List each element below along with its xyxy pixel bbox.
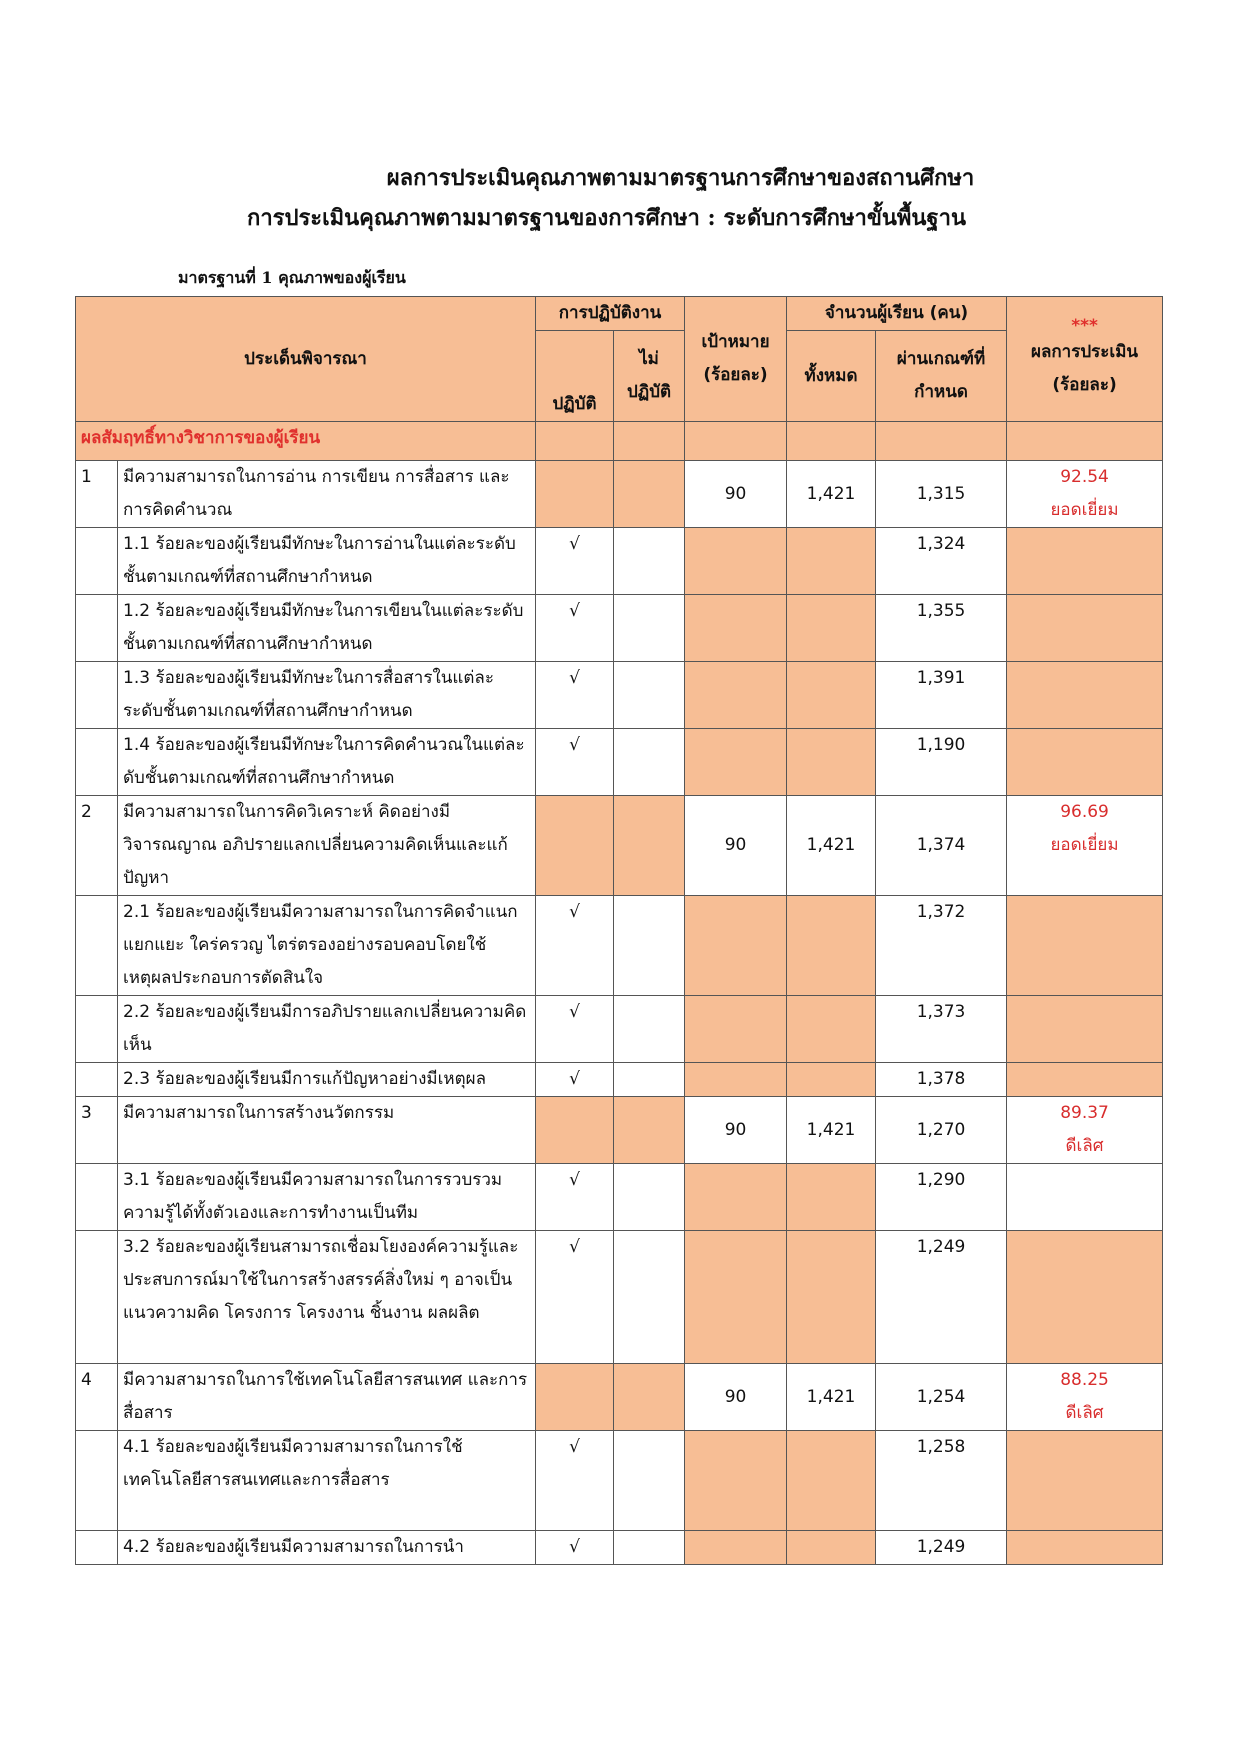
practice-check: √: [536, 1531, 614, 1565]
header-total: ทั้งหมด: [787, 331, 876, 422]
row-number: [76, 1531, 118, 1565]
not-practice-cell: [614, 1364, 685, 1431]
result-cell: [1007, 1364, 1163, 1431]
target-cell: [685, 662, 787, 729]
row-text: 4.1 ร้อยละของผู้เรียนมีความสามารถในการใช้เทคโนโลยีสารสนเทศและการสื่อสาร: [118, 1431, 536, 1531]
total-cell: [787, 1063, 876, 1097]
sub-indicator-row: [76, 662, 1163, 729]
practice-check: √: [536, 662, 614, 729]
total-cell: [787, 662, 876, 729]
sub-indicator-row: [76, 528, 1163, 595]
total-cell: 1,421: [787, 796, 876, 896]
practice-check: √: [536, 595, 614, 662]
result-cell: [1007, 896, 1163, 996]
section-title: ผลสัมฤทธิ์ทางวิชาการของผู้เรียน: [76, 422, 536, 461]
total-cell: 1,421: [787, 1364, 876, 1431]
result-cell: [1007, 729, 1163, 796]
row-number: [76, 528, 118, 595]
document-title-line2: การประเมินคุณภาพตามมาตรฐานของการศึกษา : ระดับการศึกษาขั้นพื้นฐาน: [247, 205, 966, 231]
sub-indicator-row: [76, 1531, 1163, 1565]
target-cell: 90: [685, 796, 787, 896]
sub-indicator-row: [76, 1063, 1163, 1097]
practice-check: √: [536, 1431, 614, 1531]
total-cell: [787, 729, 876, 796]
target-cell: [685, 1164, 787, 1231]
header-passed: ผ่านเกณฑ์ที่กำหนด: [876, 331, 1007, 422]
passed-cell: 1,249: [876, 1531, 1007, 1565]
practice-check: √: [536, 1231, 614, 1364]
sub-indicator-row: [76, 595, 1163, 662]
not-practice-cell: [614, 1063, 685, 1097]
row-text: 3.2 ร้อยละของผู้เรียนสามารถเชื่อมโยงองค์ความรู้และประสบการณ์มาใช้ในการสร้างสรรค์สิ่งใหม่ ๆ อาจเป็นแนวความคิด โครงการ โครงงาน ชิ้นงาน ผลผลิต: [118, 1231, 536, 1364]
result-score: 92.54: [1060, 467, 1109, 487]
main-indicator-row: [76, 1364, 1163, 1431]
not-practice-cell: [614, 1531, 685, 1565]
document-title-line1: ผลการประเมินคุณภาพตามมาตรฐานการศึกษาของสถานศึกษา: [386, 165, 975, 191]
row-number: [76, 896, 118, 996]
passed-cell: 1,315: [876, 461, 1007, 528]
row-number: 2: [76, 796, 118, 896]
header-criteria: ประเด็นพิจารณา: [76, 297, 536, 422]
result-level: ดีเลิศ: [1065, 1136, 1104, 1156]
section-row: [76, 422, 1163, 461]
passed-cell: 1,355: [876, 595, 1007, 662]
row-text: 2.1 ร้อยละของผู้เรียนมีความสามารถในการคิดจำแนกแยกแยะ ใคร่ครวญ ไตร่ตรองอย่างรอบคอบโดยใช้เหตุผลประกอบการตัดสินใจ: [118, 896, 536, 996]
practice-check: √: [536, 1063, 614, 1097]
row-number: [76, 1231, 118, 1364]
header-practice-group: การปฏิบัติงาน: [536, 297, 685, 331]
row-text: 1.2 ร้อยละของผู้เรียนมีทักษะในการเขียนในแต่ละระดับชั้นตามเกณฑ์ที่สถานศึกษากำหนด: [118, 595, 536, 662]
main-indicator-row: [76, 461, 1163, 528]
not-practice-cell: [614, 662, 685, 729]
practice-check: √: [536, 996, 614, 1063]
passed-cell: 1,190: [876, 729, 1007, 796]
row-text: 4.2 ร้อยละของผู้เรียนมีความสามารถในการนำ: [118, 1531, 536, 1565]
result-cell: [1007, 1431, 1163, 1531]
result-cell: [1007, 1231, 1163, 1364]
standard-subtitle: มาตรฐานที่ 1 คุณภาพของผู้เรียน: [178, 268, 406, 287]
row-number: [76, 1164, 118, 1231]
result-cell: [1007, 1063, 1163, 1097]
sub-indicator-row: [76, 1231, 1163, 1364]
row-text: 1.4 ร้อยละของผู้เรียนมีทักษะในการคิดคำนวณในแต่ละดับชั้นตามเกณฑ์ที่สถานศึกษากำหนด: [118, 729, 536, 796]
practice-cell: [536, 796, 614, 896]
row-number: 3: [76, 1097, 118, 1164]
result-cell: [1007, 595, 1163, 662]
header-result: [1007, 297, 1163, 422]
target-cell: [685, 1063, 787, 1097]
row-text: มีความสามารถในการสร้างนวัตกรรม: [118, 1097, 536, 1164]
target-cell: [685, 1531, 787, 1565]
passed-cell: 1,249: [876, 1231, 1007, 1364]
target-cell: [685, 896, 787, 996]
result-cell: [1007, 461, 1163, 528]
row-number: [76, 1063, 118, 1097]
row-text: 3.1 ร้อยละของผู้เรียนมีความสามารถในการรวบรวมความรู้ได้ทั้งตัวเองและการทำงานเป็นทีม: [118, 1164, 536, 1231]
practice-cell: [536, 1097, 614, 1164]
main-indicator-row: [76, 1097, 1163, 1164]
practice-check: √: [536, 528, 614, 595]
passed-cell: 1,373: [876, 996, 1007, 1063]
result-cell: [1007, 1531, 1163, 1565]
practice-check: √: [536, 896, 614, 996]
row-text: มีความสามารถในการอ่าน การเขียน การสื่อสาร และการคิดคำนวณ: [118, 461, 536, 528]
total-cell: [787, 896, 876, 996]
sub-indicator-row: [76, 896, 1163, 996]
header-result-label: ผลการประเมิน (ร้อยละ): [1031, 342, 1139, 395]
row-text: 2.2 ร้อยละของผู้เรียนมีการอภิปรายแลกเปลี่ยนความคิดเห็น: [118, 996, 536, 1063]
practice-check: √: [536, 1164, 614, 1231]
passed-cell: 1,391: [876, 662, 1007, 729]
target-cell: [685, 996, 787, 1063]
result-level: ยอดเยี่ยม: [1050, 500, 1119, 520]
total-cell: [787, 1164, 876, 1231]
result-cell: [1007, 1164, 1163, 1231]
passed-cell: 1,290: [876, 1164, 1007, 1231]
target-cell: [685, 1431, 787, 1531]
not-practice-cell: [614, 595, 685, 662]
header-target: เป้าหมาย (ร้อยละ): [685, 297, 787, 422]
target-cell: [685, 595, 787, 662]
passed-cell: 1,254: [876, 1364, 1007, 1431]
passed-cell: 1,378: [876, 1063, 1007, 1097]
row-number: 1: [76, 461, 118, 528]
total-cell: 1,421: [787, 461, 876, 528]
not-practice-cell: [614, 1164, 685, 1231]
result-score: 96.69: [1060, 802, 1109, 822]
total-cell: [787, 528, 876, 595]
header-stars: ***: [1071, 316, 1098, 336]
practice-check: √: [536, 729, 614, 796]
assessment-table: [75, 296, 1163, 1565]
target-cell: 90: [685, 461, 787, 528]
result-cell: [1007, 528, 1163, 595]
row-text: มีความสามารถในการใช้เทคโนโลยีสารสนเทศ และการสื่อสาร: [118, 1364, 536, 1431]
target-cell: [685, 1231, 787, 1364]
result-level: ดีเลิศ: [1065, 1403, 1104, 1423]
practice-cell: [536, 1364, 614, 1431]
target-cell: [685, 729, 787, 796]
not-practice-cell: [614, 1231, 685, 1364]
target-cell: 90: [685, 1097, 787, 1164]
sub-indicator-row: [76, 996, 1163, 1063]
row-text: มีความสามารถในการคิดวิเคราะห์ คิดอย่างมีวิจารณญาณ อภิปรายแลกเปลี่ยนความคิดเห็นและแก้ปัญหา: [118, 796, 536, 896]
total-cell: [787, 1531, 876, 1565]
main-indicator-row: [76, 796, 1163, 896]
passed-cell: 1,324: [876, 528, 1007, 595]
result-level: ยอดเยี่ยม: [1050, 835, 1119, 855]
row-number: [76, 729, 118, 796]
header-students-group: จำนวนผู้เรียน (คน): [787, 297, 1007, 331]
total-cell: 1,421: [787, 1097, 876, 1164]
not-practice-cell: [614, 461, 685, 528]
result-score: 88.25: [1060, 1370, 1109, 1390]
passed-cell: 1,372: [876, 896, 1007, 996]
not-practice-cell: [614, 896, 685, 996]
result-cell: [1007, 996, 1163, 1063]
sub-indicator-row: [76, 1431, 1163, 1531]
total-cell: [787, 595, 876, 662]
row-text: 1.3 ร้อยละของผู้เรียนมีทักษะในการสื่อสารในแต่ละระดับชั้นตามเกณฑ์ที่สถานศึกษากำหนด: [118, 662, 536, 729]
not-practice-cell: [614, 1431, 685, 1531]
result-cell: [1007, 662, 1163, 729]
row-text: 1.1 ร้อยละของผู้เรียนมีทักษะในการอ่านในแต่ละระดับชั้นตามเกณฑ์ที่สถานศึกษากำหนด: [118, 528, 536, 595]
result-cell: [1007, 1097, 1163, 1164]
row-number: [76, 996, 118, 1063]
header-not-practice: ไม่ปฏิบัติ: [614, 331, 685, 422]
result-cell: [1007, 796, 1163, 896]
row-number: [76, 662, 118, 729]
passed-cell: 1,270: [876, 1097, 1007, 1164]
total-cell: [787, 996, 876, 1063]
not-practice-cell: [614, 528, 685, 595]
not-practice-cell: [614, 996, 685, 1063]
target-cell: [685, 528, 787, 595]
result-score: 89.37: [1060, 1103, 1109, 1123]
row-number: [76, 595, 118, 662]
total-cell: [787, 1231, 876, 1364]
row-text: 2.3 ร้อยละของผู้เรียนมีการแก้ปัญหาอย่างมีเหตุผล: [118, 1063, 536, 1097]
total-cell: [787, 1431, 876, 1531]
row-number: [76, 1431, 118, 1531]
target-cell: 90: [685, 1364, 787, 1431]
header-practice: ปฏิบัติ: [536, 331, 614, 422]
passed-cell: 1,258: [876, 1431, 1007, 1531]
not-practice-cell: [614, 796, 685, 896]
sub-indicator-row: [76, 729, 1163, 796]
passed-cell: 1,374: [876, 796, 1007, 896]
sub-indicator-row: [76, 1164, 1163, 1231]
not-practice-cell: [614, 1097, 685, 1164]
not-practice-cell: [614, 729, 685, 796]
practice-cell: [536, 461, 614, 528]
row-number: 4: [76, 1364, 118, 1431]
